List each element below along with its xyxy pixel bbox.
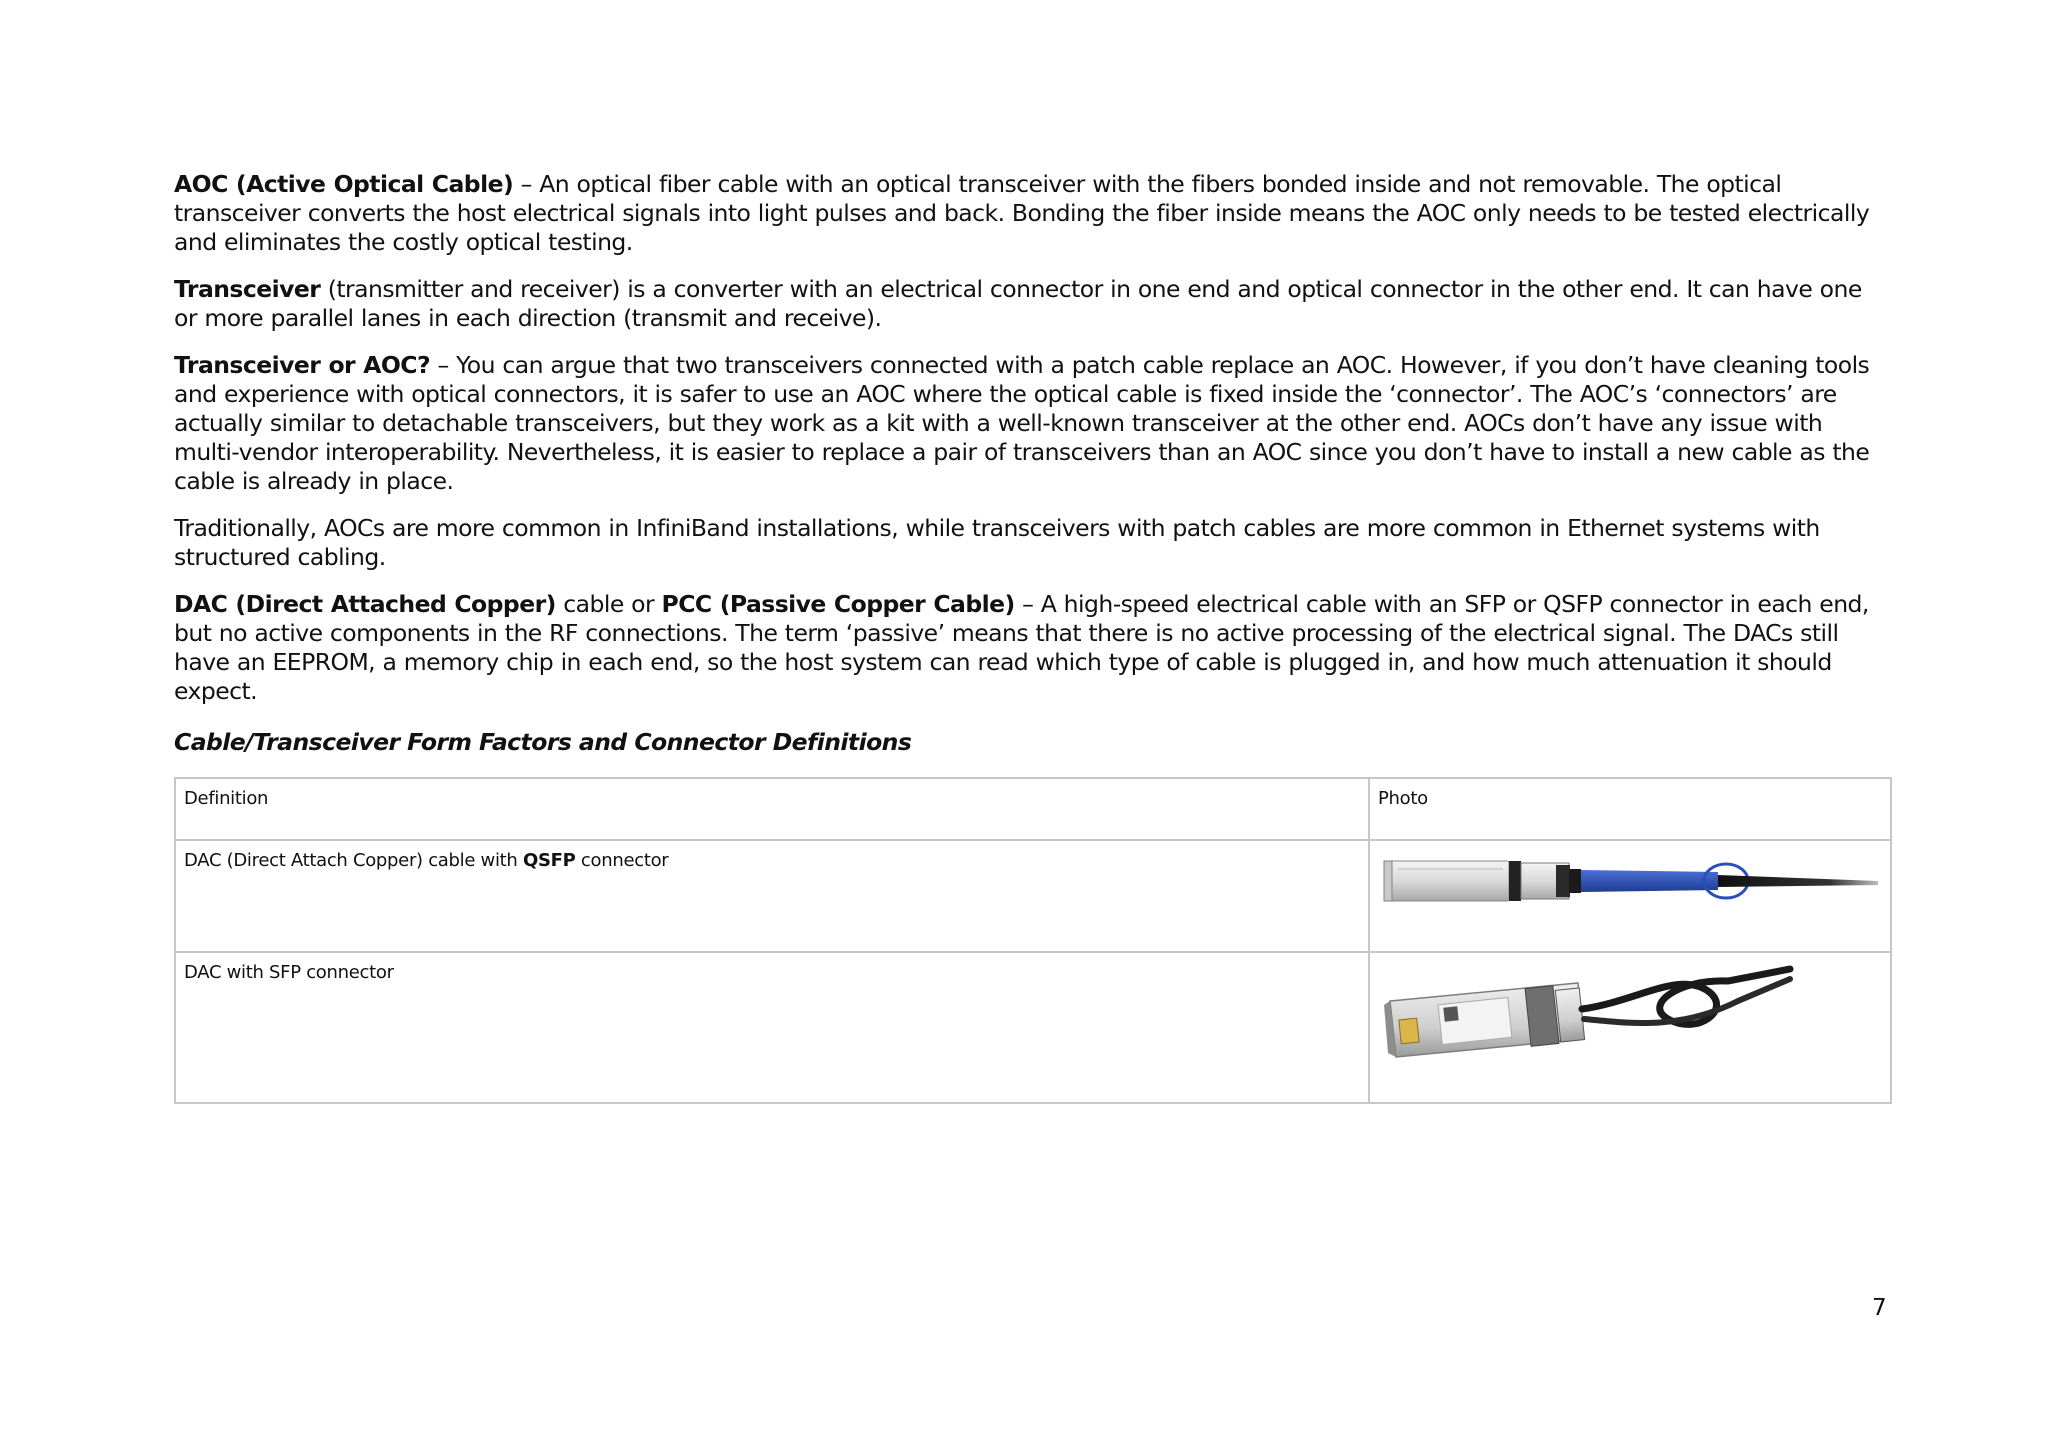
aoc-text: – An optical fiber cable with an optical transceiver with the fibers bonded inside and not removable. The optical transceiver converts the host electrical signals into light pulses and back. Bonding the fiber inside means the AOC only needs to be tested electrically and eliminates the costly optical testing.	[174, 170, 1870, 256]
row-photo-sfp	[1369, 952, 1891, 1103]
header-definition: Definition	[175, 778, 1369, 840]
dac-term: DAC (Direct Attached Copper)	[174, 590, 556, 618]
row-photo-qsfp	[1369, 840, 1891, 952]
section-heading: Cable/Transceiver Form Factors and Connector Definitions	[174, 728, 912, 756]
table-row	[175, 840, 1891, 952]
table-row	[175, 952, 1891, 1103]
row-prefix: DAC with SFP connector	[184, 962, 394, 983]
pcc-term: PCC (Passive Copper Cable)	[661, 590, 1015, 618]
traditionally-text: Traditionally, AOCs are more common in InfiniBand installations, while transceivers with patch cables are more common in Ethernet systems with structured cabling.	[174, 514, 1820, 571]
page-number: 7	[1872, 1295, 1887, 1321]
sfp-dac-cable-image	[1378, 961, 1798, 1071]
transceiver-or-aoc-text: – You can argue that two transceivers connected with a patch cable replace an AOC. However, if you don’t have cleaning tools and experience with optical connectors, it is safer to use an AOC where the optical cable is fixed inside the ‘connector’. The AOC’s ‘connectors’ are actually similar to detachable transceivers, but they work as a kit with a well-known transceiver at the other end. AOCs don’t have any issue with multi-vendor interoperability. Nevertheless, it is easier to replace a pair of transceivers than an AOC since you don’t have to install a new cable as the cable is already in place.	[174, 351, 1870, 495]
dac-text: – A high-speed electrical cable with an SFP or QSFP connector in each end, but no active components in the RF connections. The term ‘passive’ means that there is no active processing of the electrical signal. The DACs still have an EEPROM, a memory chip in each end, so the host system can read which type of cable is plugged in, and how much attenuation it should expect.	[174, 590, 1869, 705]
dac-mid: cable or	[555, 590, 662, 618]
transceiver-term: Transceiver	[174, 275, 321, 303]
transceiver-or-aoc-term: Transceiver or AOC?	[174, 351, 431, 379]
table-header-row	[175, 778, 1891, 840]
transceiver-text: (transmitter and receiver) is a converter with an electrical connector in one end and optical connector in the other end. It can have one or more parallel lanes in each direction (transmit and receive).	[174, 275, 1862, 332]
row-bold: QSFP	[522, 850, 576, 871]
aoc-paragraph	[174, 170, 1890, 257]
definitions-table	[174, 777, 1892, 1104]
transceiver-or-aoc-paragraph	[174, 351, 1890, 496]
row-definition-qsfp	[175, 840, 1369, 952]
row-suffix: connector	[575, 850, 669, 871]
row-definition-sfp	[175, 952, 1369, 1103]
row-prefix: DAC (Direct Attach Copper) cable with	[184, 850, 523, 871]
aoc-term: AOC (Active Optical Cable)	[174, 170, 514, 198]
qsfp-dac-cable-image	[1378, 849, 1878, 919]
dac-paragraph	[174, 590, 1890, 706]
transceiver-paragraph	[174, 275, 1890, 333]
header-photo: Photo	[1369, 778, 1891, 840]
page-body	[174, 170, 1890, 1104]
traditionally-paragraph	[174, 514, 1890, 572]
